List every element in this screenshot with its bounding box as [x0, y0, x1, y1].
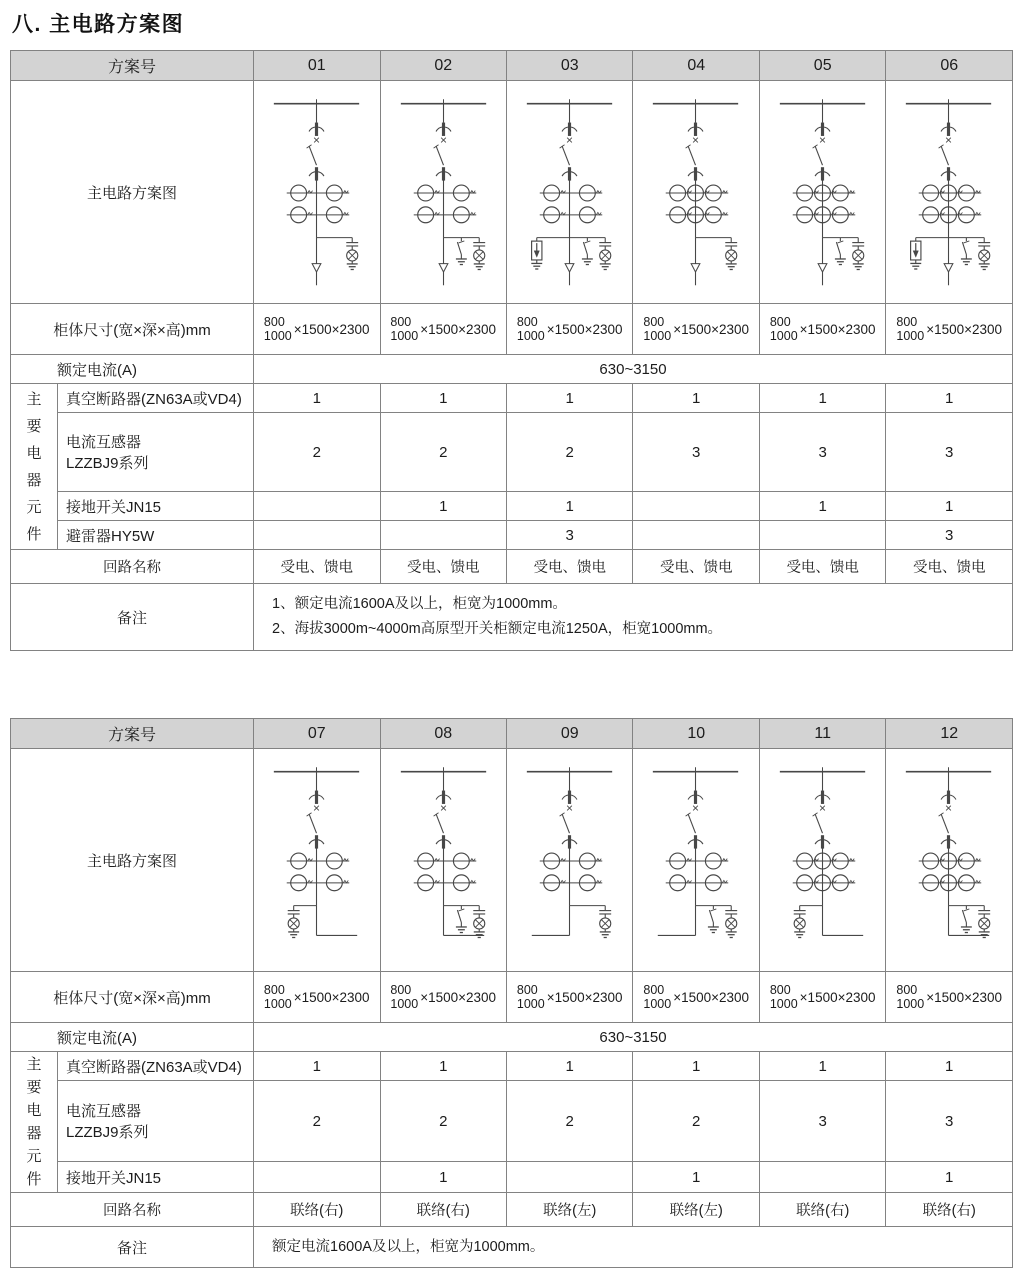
component-count-cell: 2 [254, 1081, 380, 1162]
circuit-diagram-02 [380, 81, 506, 304]
main-components-group-label: 主要电器元件 [11, 384, 58, 550]
scheme-number-cell: 06 [886, 51, 1013, 81]
breaker-row [11, 1052, 1013, 1081]
component-count-cell: 1 [380, 1162, 506, 1193]
ct-row [11, 1081, 1013, 1162]
single-line-diagram-icon [507, 81, 633, 303]
circuit-diagram-08 [380, 749, 506, 972]
cabinet-size-cell: 800 1000 ×1500×2300 [633, 972, 759, 1023]
breaker-label: 真空断路器(ZN63A或VD4) [58, 1052, 254, 1081]
scheme-number-header: 方案号 [11, 719, 254, 749]
scheme-number-row [11, 51, 1013, 81]
circuit-diagram-04 [633, 81, 759, 304]
cabinet-size-label: 柜体尺寸(宽×深×高)mm [11, 304, 254, 355]
single-line-diagram-icon [886, 81, 1012, 303]
remark-row [11, 1227, 1013, 1268]
single-line-diagram-icon [507, 749, 633, 971]
circuit-name-cell: 联络(右) [886, 1193, 1013, 1227]
rated-current-label: 额定电流(A) [11, 355, 254, 384]
diagram-row-label: 主电路方案图 [11, 749, 254, 972]
circuit-name-cell: 受电、馈电 [759, 550, 885, 584]
component-count-cell [633, 492, 759, 521]
cabinet-size-cell: 800 1000 ×1500×2300 [380, 972, 506, 1023]
component-count-cell: 1 [633, 1162, 759, 1193]
component-count-cell [380, 521, 506, 550]
scheme-number-cell: 09 [506, 719, 632, 749]
circuit-diagram-07 [254, 749, 380, 972]
remark-content: 1、额定电流1600A及以上，柜宽为1000mm。 2、海拔3000m~4000m高原型开关柜额定电流1250A，柜宽1000mm。 [254, 584, 1013, 651]
component-count-cell: 3 [886, 413, 1013, 492]
component-count-cell: 1 [759, 492, 885, 521]
single-line-diagram-icon [760, 81, 886, 303]
single-line-diagram-icon [254, 749, 380, 971]
component-count-cell: 1 [506, 384, 632, 413]
circuit-name-cell: 受电、馈电 [380, 550, 506, 584]
circuit-name-cell: 受电、馈电 [886, 550, 1013, 584]
component-count-cell: 1 [886, 1162, 1013, 1193]
circuit-diagram-03 [506, 81, 632, 304]
remark-content: 额定电流1600A及以上，柜宽为1000mm。 [254, 1227, 1013, 1268]
scheme-number-cell: 12 [886, 719, 1013, 749]
single-line-diagram-icon [886, 749, 1012, 971]
component-count-cell [506, 1162, 632, 1193]
component-count-cell: 1 [380, 492, 506, 521]
ct-row [11, 413, 1013, 492]
circuit-name-cell: 受电、馈电 [506, 550, 632, 584]
earth-switch-row [11, 492, 1013, 521]
single-line-diagram-icon [633, 81, 759, 303]
scheme-table-01-06 [10, 50, 1013, 651]
scheme-number-row [11, 719, 1013, 749]
circuit-name-label: 回路名称 [11, 550, 254, 584]
component-count-cell: 1 [254, 384, 380, 413]
circuit-name-cell: 联络(右) [254, 1193, 380, 1227]
rated-current-value: 630~3150 [254, 1023, 1013, 1052]
circuit-diagram-11 [759, 749, 885, 972]
component-count-cell: 2 [380, 1081, 506, 1162]
breaker-label: 真空断路器(ZN63A或VD4) [58, 384, 254, 413]
diagram-row [11, 749, 1013, 972]
component-count-cell: 2 [254, 413, 380, 492]
component-count-cell: 3 [759, 1081, 885, 1162]
scheme-number-cell: 05 [759, 51, 885, 81]
scheme-number-cell: 11 [759, 719, 885, 749]
cabinet-size-cell: 800 1000 ×1500×2300 [506, 972, 632, 1023]
circuit-name-cell: 受电、馈电 [633, 550, 759, 584]
cabinet-size-row [11, 304, 1013, 355]
ct-label: 电流互感器 LZZBJ9系列 [58, 1081, 254, 1162]
component-count-cell: 1 [886, 492, 1013, 521]
circuit-diagram-12 [886, 749, 1013, 972]
page-title: 八. 主电路方案图 [12, 13, 185, 36]
circuit-diagram-10 [633, 749, 759, 972]
circuit-name-row [11, 550, 1013, 584]
component-count-cell: 2 [506, 413, 632, 492]
component-count-cell: 2 [506, 1081, 632, 1162]
circuit-diagram-06 [886, 81, 1013, 304]
remark-row [11, 584, 1013, 651]
scheme-number-cell: 03 [506, 51, 632, 81]
scheme-number-cell: 02 [380, 51, 506, 81]
circuit-name-label: 回路名称 [11, 1193, 254, 1227]
component-count-cell: 1 [380, 384, 506, 413]
circuit-name-cell: 联络(右) [759, 1193, 885, 1227]
rated-current-row [11, 1023, 1013, 1052]
component-count-cell: 3 [886, 1081, 1013, 1162]
rated-current-row [11, 355, 1013, 384]
earth-switch-row [11, 1162, 1013, 1193]
component-count-cell: 1 [380, 1052, 506, 1081]
scheme-number-cell: 10 [633, 719, 759, 749]
single-line-diagram-icon [760, 749, 886, 971]
component-count-cell: 1 [886, 384, 1013, 413]
component-count-cell: 1 [506, 492, 632, 521]
component-count-cell: 3 [506, 521, 632, 550]
component-count-cell: 1 [633, 384, 759, 413]
breaker-row [11, 384, 1013, 413]
component-count-cell: 3 [759, 413, 885, 492]
circuit-name-cell: 联络(右) [380, 1193, 506, 1227]
diagram-row-label: 主电路方案图 [11, 81, 254, 304]
circuit-diagram-05 [759, 81, 885, 304]
cabinet-size-label: 柜体尺寸(宽×深×高)mm [11, 972, 254, 1023]
component-count-cell: 1 [254, 1052, 380, 1081]
component-count-cell: 1 [633, 1052, 759, 1081]
cabinet-size-cell: 800 1000 ×1500×2300 [254, 972, 380, 1023]
circuit-diagram-01 [254, 81, 380, 304]
single-line-diagram-icon [633, 749, 759, 971]
cabinet-size-cell: 800 1000 ×1500×2300 [506, 304, 632, 355]
component-count-cell [254, 492, 380, 521]
component-count-cell [633, 521, 759, 550]
component-count-cell: 1 [506, 1052, 632, 1081]
cabinet-size-cell: 800 1000 ×1500×2300 [886, 304, 1013, 355]
component-count-cell [254, 1162, 380, 1193]
scheme-number-cell: 07 [254, 719, 380, 749]
single-line-diagram-icon [381, 749, 507, 971]
scheme-table-07-12 [10, 718, 1013, 1268]
earth-switch-label: 接地开关JN15 [58, 1162, 254, 1193]
cabinet-size-cell: 800 1000 ×1500×2300 [886, 972, 1013, 1023]
arrester-row [11, 521, 1013, 550]
remark-label: 备注 [11, 584, 254, 651]
circuit-diagram-09 [506, 749, 632, 972]
cabinet-size-cell: 800 1000 ×1500×2300 [254, 304, 380, 355]
main-components-group-label: 主要电器元件 [11, 1052, 58, 1193]
arrester-label: 避雷器HY5W [58, 521, 254, 550]
component-count-cell: 2 [380, 413, 506, 492]
rated-current-label: 额定电流(A) [11, 1023, 254, 1052]
circuit-name-cell: 受电、馈电 [254, 550, 380, 584]
component-count-cell [759, 521, 885, 550]
single-line-diagram-icon [381, 81, 507, 303]
component-count-cell: 1 [759, 1052, 885, 1081]
diagram-row [11, 81, 1013, 304]
component-count-cell: 1 [886, 1052, 1013, 1081]
rated-current-value: 630~3150 [254, 355, 1013, 384]
scheme-number-cell: 08 [380, 719, 506, 749]
scheme-number-cell: 04 [633, 51, 759, 81]
circuit-name-cell: 联络(左) [506, 1193, 632, 1227]
cabinet-size-cell: 800 1000 ×1500×2300 [759, 304, 885, 355]
component-count-cell [759, 1162, 885, 1193]
component-count-cell: 1 [759, 384, 885, 413]
earth-switch-label: 接地开关JN15 [58, 492, 254, 521]
component-count-cell: 2 [633, 1081, 759, 1162]
cabinet-size-row [11, 972, 1013, 1023]
cabinet-size-cell: 800 1000 ×1500×2300 [633, 304, 759, 355]
cabinet-size-cell: 800 1000 ×1500×2300 [380, 304, 506, 355]
scheme-number-cell: 01 [254, 51, 380, 81]
ct-label: 电流互感器 LZZBJ9系列 [58, 413, 254, 492]
component-count-cell [254, 521, 380, 550]
circuit-name-row [11, 1193, 1013, 1227]
scheme-number-header: 方案号 [11, 51, 254, 81]
circuit-name-cell: 联络(左) [633, 1193, 759, 1227]
cabinet-size-cell: 800 1000 ×1500×2300 [759, 972, 885, 1023]
component-count-cell: 3 [633, 413, 759, 492]
component-count-cell: 3 [886, 521, 1013, 550]
single-line-diagram-icon [254, 81, 380, 303]
remark-label: 备注 [11, 1227, 254, 1268]
